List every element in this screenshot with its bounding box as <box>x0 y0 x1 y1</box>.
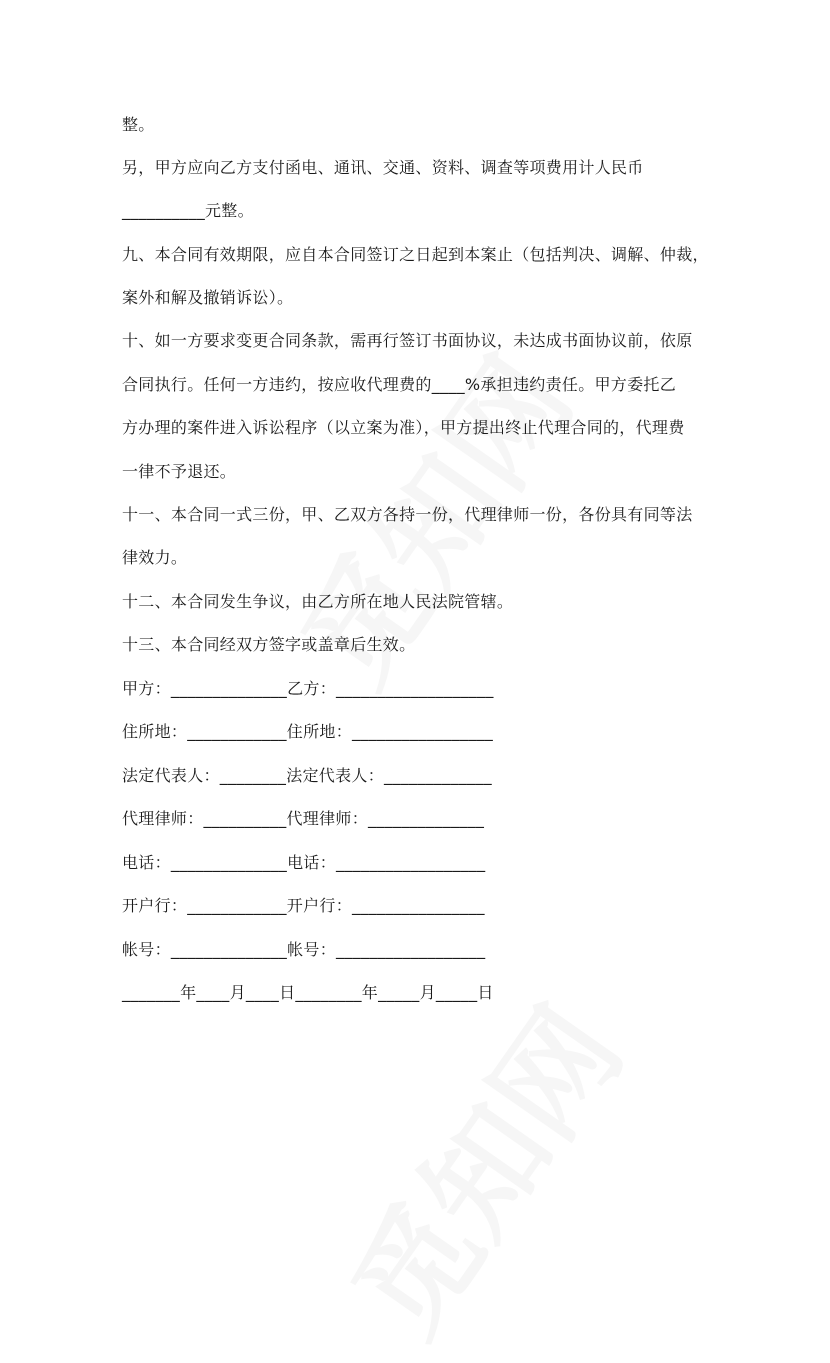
paragraph-line: 九、本合同有效期限，应自本合同签订之日起到本案止（包括判决、调解、仲裁， <box>122 245 709 264</box>
paragraph-line: 十一、本合同一式三份，甲、乙双方各持一份，代理律师一份，各份具有同等法 <box>122 505 693 524</box>
paragraph-line: 十二、本合同发生争议，由乙方所在地人民法院管辖。 <box>122 592 514 611</box>
signature-line-party: 甲方：______________乙方：___________________ <box>122 679 494 698</box>
paragraph-line: 十、如一方要求变更合同条款，需再行签订书面协议，未达成书面协议前，依原 <box>122 331 693 350</box>
signature-line-phone: 电话：______________电话：__________________ <box>122 853 486 872</box>
signature-line-address: 住所地：____________住所地：_________________ <box>122 722 494 741</box>
watermark <box>306 969 653 1363</box>
signature-line-date: _______年____月____日________年_____月_____日 <box>122 983 494 1002</box>
signature-line-bank: 开户行：____________开户行：________________ <box>122 896 485 915</box>
paragraph-line: 十三、本合同经双方签字或盖章后生效。 <box>122 635 416 654</box>
signature-line-legal-rep: 法定代表人：________法定代表人：_____________ <box>122 766 492 785</box>
signature-line-lawyer: 代理律师：__________代理律师：______________ <box>122 809 485 828</box>
paragraph-line: 另，甲方应向乙方支付函电、通讯、交通、资料、调查等项费用计人民币 <box>122 158 644 177</box>
paragraph-line: __________元整。 <box>122 201 254 220</box>
signature-line-account: 帐号：______________帐号：__________________ <box>122 940 486 959</box>
paragraph-line: 一律不予退还。 <box>122 462 237 481</box>
paragraph-line: 案外和解及撤销诉讼）。 <box>122 288 294 307</box>
paragraph-line: 合同执行。任何一方违约，按应收代理费的____%承担违约责任。甲方委托乙 <box>122 375 677 394</box>
paragraph-line: 律效力。 <box>122 548 188 567</box>
paragraph-line: 方办理的案件进入诉讼程序（以立案为准），甲方提出终止代理合同的，代理费 <box>122 418 685 437</box>
paragraph-line: 整。 <box>122 115 155 134</box>
